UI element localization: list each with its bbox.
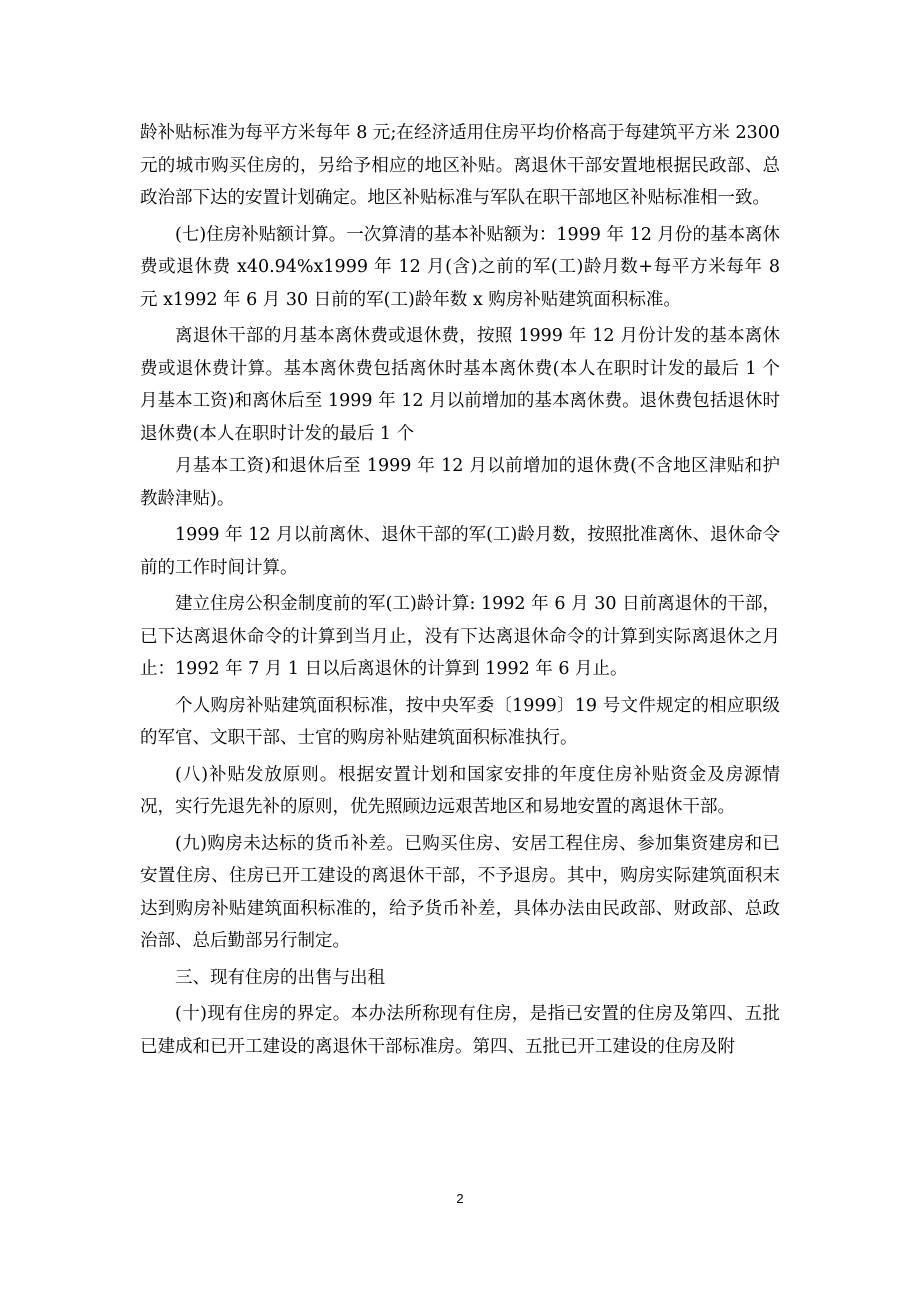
paragraph-area-standard: 个人购房补贴建筑面积标准，按中央军委〔1999〕19 号文件规定的相应职级的军官、文职干部、士官的购房补贴建筑面积标准执行。 [140, 695, 780, 748]
document-body [140, 117, 780, 1063]
paragraph-area-subsidy: 龄补贴标准为每平方米每年 8 元;在经济适用住房平均价格高于每建筑平方米 2300 元的城市购买住房的，另给予相应的地区补贴。离退休干部安置地根据民政部、总政治部下达的安置计划确定。地区补贴标准与军队在职干部地区补贴标准相一致。 [140, 123, 780, 208]
paragraph-distribution-principle: (八)补贴发放原则。根据安置计划和国家安排的年度住房补贴资金及房源情况，实行先退先补的原则，优先照顾边远艰苦地区和易地安置的离退休干部。 [140, 764, 780, 817]
paragraph-service-years: 建立住房公积金制度前的军(工)龄计算: 1992 年 6 月 30 日前离退休的干部，已下达离退休命令的计算到当月止，没有下达离退休命令的计算到实际离退休之月止：1992 年 7 月 1 日以后离退休的计算到 1992 年 6 月止。 [140, 594, 780, 679]
paragraph-monthly-pension: 离退休干部的月基本离休费或退休费，按照 1999 年 12 月份计发的基本离休费或退休费计算。基本离休费包括离休时基本离休费(本人在职时计发的最后 1 个月基本工资)和离休后至 1999 年 12 月以前增加的基本离休费。退休费包括退休时退休费(本人在职时计发的最后 1 个 [140, 326, 780, 444]
section-heading-existing-housing: 三、现有住房的出售与出租 [175, 967, 385, 988]
paragraph-monthly-pension-continued: 月基本工资)和退休后至 1999 年 12 月以前增加的退休费(不含地区津贴和护教龄津贴)。 [140, 456, 780, 509]
paragraph-service-months: 1999 年 12 月以前离休、退休干部的军(工)龄月数，按照批准离休、退休命令前的工作时间计算。 [140, 525, 780, 578]
page-number: 2 [456, 1191, 464, 1206]
paragraph-existing-housing-definition: (十)现有住房的界定。本办法所称现有住房，是指已安置的住房及第四、五批已建成和已开工建设的离退休干部标准房。第四、五批已开工建设的住房及附 [140, 1004, 780, 1057]
paragraph-subsidy-calculation: (七)住房补贴额计算。一次算清的基本补贴额为：1999 年 12 月份的基本离休费或退休费 x40.94%x1999 年 12 月(含)之前的军(工)龄月数+每平方米每年 8 元 x1992 年 6 月 30 日前的军(工)龄年数 x 购房补贴建筑面积标准。 [140, 224, 780, 310]
paragraph-monetary-compensation: (九)购房未达标的货币补差。已购买住房、安居工程住房、参加集资建房和已安置住房、住房已开工建设的离退休干部，不予退房。其中，购房实际建筑面积末达到购房补贴建筑面积标准的，给予货币补差，具体办法由民政部、财政部、总政治部、总后勤部另行制定。 [140, 833, 780, 951]
